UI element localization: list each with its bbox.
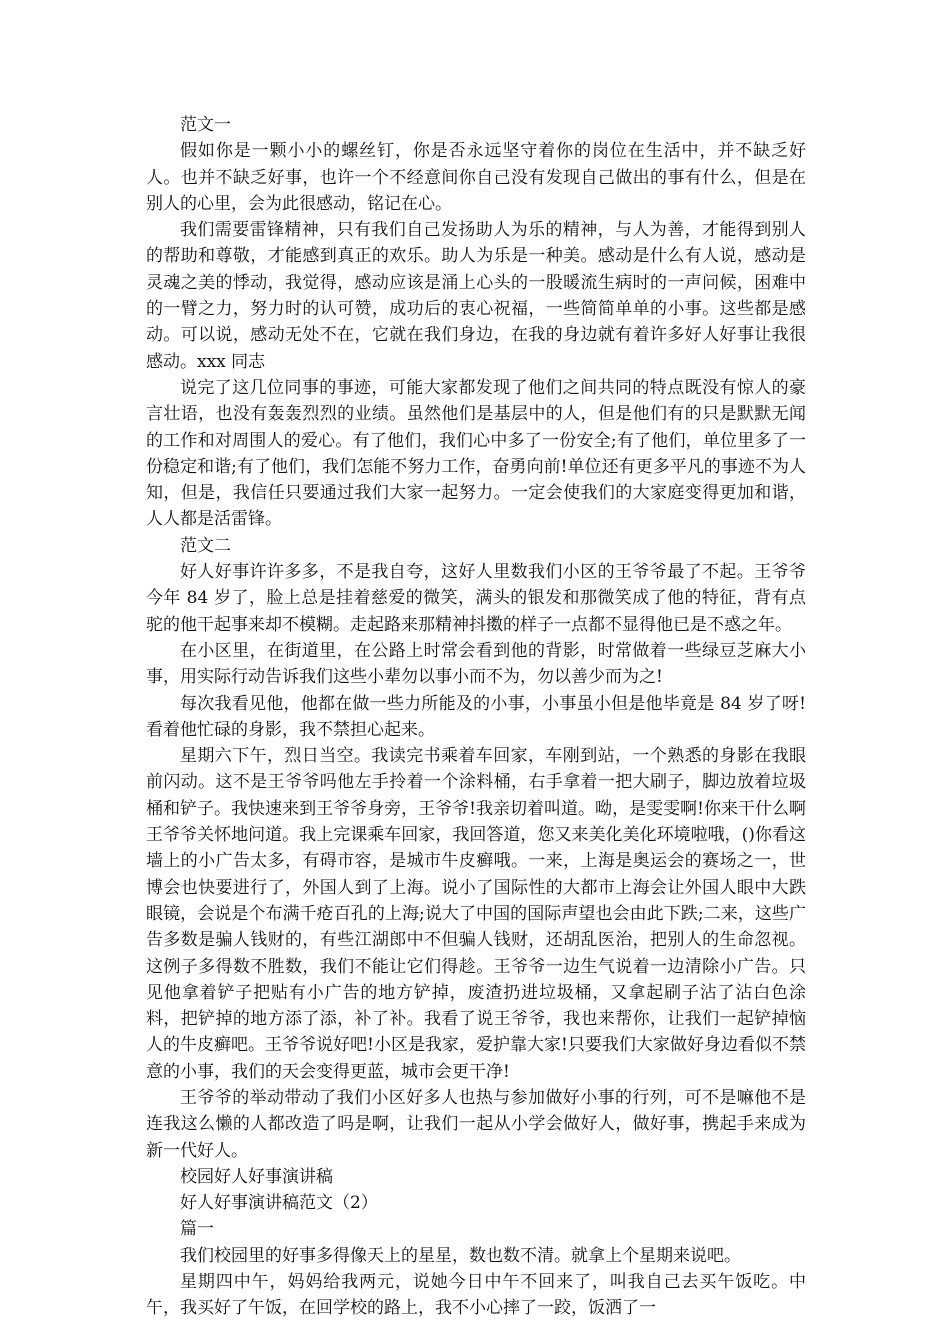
- paragraph: 好人好事许许多多，不是我自夸，这好人里数我们小区的王爷爷最了不起。王爷爷今年 84 岁了，脸上总是挂着慈爱的微笑，满头的银发和那微笑成了他的特征，背有点驼的他干起事来却不模糊。走起路来那精神抖擞的样子一点都不显得他已是不惑之年。: [146, 562, 806, 635]
- paragraph: 星期四中午，妈妈给我两元，说她今日中午不回来了，叫我自己去买午饭吃。中午，我买好了午饭，在回学校的路上，我不小心摔了一跤，饭洒了一: [146, 1272, 806, 1319]
- speech-subtitle: 好人好事演讲稿范文（2）: [180, 1193, 378, 1214]
- paragraph: 每次我看见他，他都在做一些力所能及的小事，小事虽小但是他毕竟是 84 岁了呀!看着他忙碌的身影，我不禁担心起来。: [146, 693, 806, 740]
- paragraph: 我们需要雷锋精神，只有我们自己发扬助人为乐的精神，与人为善，才能得到别人的帮助和尊敬，才能感到真正的欢乐。助人为乐是一种美。感动是什么有人说，感动是灵魂之美的悸动，我觉得，感动应该是涌上心头的一股暖流生病时的一声问候，困难中的一臂之力，努力时的认可赞，成功后的衷心祝福，一些简简单单的小事。这些都是感动。可以说，感动无处不在，它就在我们身边，在我的身边就有着许多好人好事让我很感动。xxx 同志: [146, 220, 806, 372]
- section-title: 范文一: [180, 115, 231, 135]
- paragraph: 假如你是一颗小小的螺丝钉，你是否永远坚守着你的岗位在生活中，并不缺乏好人。也并不缺乏好事，也许一个不经意间你自己没有发现自己做出的事有什么，但是在别人的心里，会为此很感动，铭记在心。: [146, 141, 806, 214]
- chapter-title: 篇一: [180, 1219, 214, 1240]
- paragraph: 我们校园里的好事多得像天上的星星，数也数不清。就拿上个星期来说吧。: [180, 1245, 741, 1266]
- speech-title: 校园好人好事演讲稿: [180, 1166, 333, 1187]
- document-page: [146, 112, 806, 1322]
- paragraph: 在小区里，在街道里，在公路上时常会看到他的背影，时常做着一些绿豆芝麻大小事，用实际行动告诉我们这些小辈勿以事小而不为，勿以善少而为之!: [146, 640, 806, 688]
- paragraph: 星期六下午，烈日当空。我读完书乘着车回家，车刚到站，一个熟悉的身影在我眼前闪动。这不是王爷爷吗他左手拎着一个涂料桶，右手拿着一把大刷子，脚边放着垃圾桶和铲子。我快速来到王爷爷身旁，王爷爷!我亲切着叫道。呦，是雯雯啊!你来干什么啊王爷爷关怀地问道。我上完课乘车回家，我回答道，您又来美化美化环境啦哦，()你看这墙上的小广告太多，有碍市容，是城市牛皮癣哦。一来，上海是奥运会的赛场之一，世博会也快要进行了，外国人到了上海。说小了国际性的大都市上海会让外国人眼中大跌眼镜，会说是个布满千疮百孔的上海;说大了中国的国际声望也会由此下跌;二来，这些广告多数是骗人钱财的，有些江湖郎中不但骗人钱财，还胡乱医治，把别人的生命忽视。这例子多得数不胜数，我们不能让它们得趁。王爷爷一边生气说着一边清除小广告。只见他拿着铲子把贴有小广告的地方铲掉，废渣扔进垃圾桶，又拿起刷子沾了沾白色涂料，把铲掉的地方添了添，补了补。我看了说王爷爷，我也来帮你，让我们一起铲掉恼人的牛皮癣吧。王爷爷说好吧!小区是我家，爱护靠大家!只要我们大家做好身边看似不禁意的小事，我们的天会变得更蓝，城市会更干净!: [146, 746, 806, 1082]
- paragraph: 说完了这几位同事的事迹，可能大家都发现了他们之间共同的特点既没有惊人的豪言壮语，也没有轰轰烈烈的业绩。虽然他们是基层中的人，但是他们有的只是默默无闻的工作和对周围人的爱心。有了他们，我们心中多了一份安全;有了他们，单位里多了一份稳定和谐;有了他们，我们怎能不努力工作，奋勇向前!单位还有更多平凡的事迹不为人知，但是，我信任只要通过我们大家一起努力。一定会使我们的大家庭变得更加和谐，人人都是活雷锋。: [146, 377, 806, 530]
- section-title: 范文二: [180, 535, 231, 556]
- paragraph: 王爷爷的举动带动了我们小区好多人也热与参加做好小事的行列，可不是嘛他不是连我这么懒的人都改造了吗是啊，让我们一起从小学会做好人，做好事，携起手来成为新一代好人。: [146, 1087, 806, 1161]
